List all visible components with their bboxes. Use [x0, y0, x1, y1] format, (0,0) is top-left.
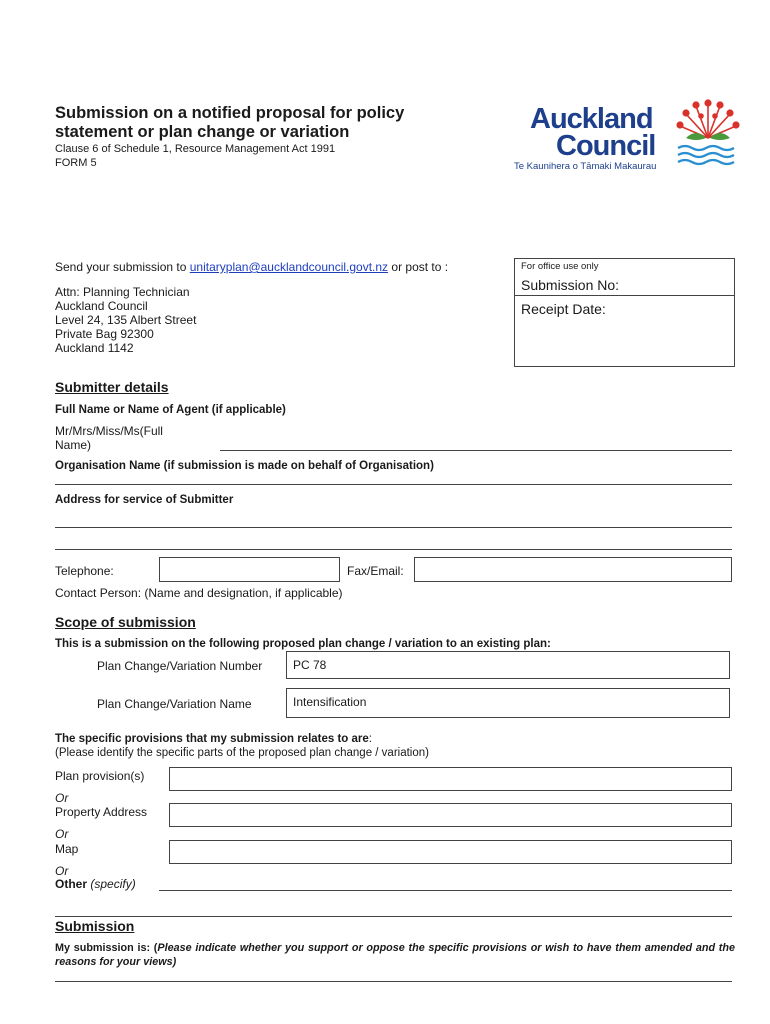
- section-divider: [55, 916, 732, 917]
- address-line-2: Level 24, 135 Albert Street: [55, 313, 197, 327]
- other-label-text: Other: [55, 877, 88, 891]
- title-name-label: [55, 424, 163, 452]
- plan-change-number-input[interactable]: PC 78: [286, 651, 730, 679]
- address-input-line-2[interactable]: [55, 549, 732, 550]
- address-attn: Attn: Planning Technician: [55, 285, 190, 299]
- send-prefix: Send your submission to: [55, 260, 190, 274]
- scope-intro: This is a submission on the following proposed plan change / variation to an existing plan:: [55, 638, 551, 650]
- title-line-1: Submission on a notified proposal for policy: [55, 104, 405, 122]
- address-service-label: Address for service of Submitter: [55, 494, 234, 506]
- plan-change-number-label: Plan Change/Variation Number: [97, 659, 263, 673]
- submitter-details-heading: Submitter details: [55, 379, 169, 395]
- send-suffix: or post to :: [388, 260, 449, 274]
- submission-heading: Submission: [55, 918, 135, 934]
- plan-provisions-input[interactable]: [169, 767, 732, 791]
- other-specify-text: (specify): [90, 877, 136, 891]
- submission-instruction: [55, 941, 735, 969]
- contact-person-label: Contact Person: (Name and designation, if applicable): [55, 586, 343, 600]
- logo-name-line-1: Auckland: [530, 103, 653, 135]
- address-line-4: Auckland 1142: [55, 341, 134, 355]
- send-instruction: [55, 260, 448, 274]
- title-line-2: statement or plan change or variation: [55, 123, 350, 141]
- provisions-intro-text: The specific provisions that my submission relates to are: [55, 733, 369, 745]
- telephone-input[interactable]: [159, 557, 340, 582]
- plan-change-name-input[interactable]: Intensification: [286, 688, 730, 718]
- plan-change-name-label: Plan Change/Variation Name: [97, 697, 252, 711]
- full-name-label: Full Name or Name of Agent (if applicable): [55, 404, 286, 416]
- telephone-label: Telephone:: [55, 564, 114, 578]
- other-label: [55, 877, 136, 891]
- submission-no-label: Submission No:: [521, 277, 620, 293]
- receipt-date-label: Receipt Date:: [521, 301, 606, 317]
- provisions-intro-colon: :: [368, 733, 372, 745]
- form-number: FORM 5: [55, 157, 97, 169]
- title-name-label-line-2: Name): [55, 438, 92, 452]
- address-line-3: Private Bag 92300: [55, 327, 154, 341]
- or-label-3: Or: [55, 864, 69, 878]
- instruction-text: Please indicate whether you support or oppose the specific provisions or wish to have them amended and the reasons for your views): [55, 942, 736, 968]
- map-input[interactable]: [169, 840, 732, 864]
- address-input-line-1[interactable]: [55, 527, 732, 528]
- postal-address: [55, 285, 196, 355]
- instruction-open-paren: (: [153, 942, 158, 954]
- office-use-label: For office use only: [521, 261, 599, 272]
- plan-provisions-label: Plan provision(s): [55, 769, 145, 783]
- property-address-input[interactable]: [169, 803, 732, 827]
- address-line-1: Auckland Council: [55, 299, 148, 313]
- title-name-label-line-1: Mr/Mrs/Miss/Ms(Full: [55, 424, 163, 438]
- or-label-1: Or: [55, 791, 69, 805]
- provisions-intro: [55, 732, 372, 746]
- office-use-box: [514, 258, 735, 367]
- submission-input-line[interactable]: [55, 981, 732, 982]
- clause-text: Clause 6 of Schedule 1, Resource Management Act 1991: [55, 143, 336, 155]
- other-input-line[interactable]: [159, 890, 732, 891]
- organisation-label: Organisation Name (if submission is made on behalf of Organisation): [55, 460, 434, 472]
- full-name-input-line[interactable]: [220, 450, 732, 451]
- pohutukawa-flower-icon: [674, 98, 742, 172]
- logo-name-line-2: Council: [556, 130, 656, 162]
- office-divider: [515, 295, 734, 296]
- fax-email-label: Fax/Email:: [347, 564, 404, 578]
- my-submission-label: My submission is:: [55, 942, 154, 954]
- property-address-label: Property Address: [55, 805, 148, 819]
- fax-email-input[interactable]: [414, 557, 732, 582]
- or-label-2: Or: [55, 827, 69, 841]
- provisions-note: (Please identify the specific parts of the proposed plan change / variation): [55, 747, 429, 759]
- scope-heading: Scope of submission: [55, 614, 196, 630]
- map-label: Map: [55, 842, 79, 856]
- email-link[interactable]: unitaryplan@aucklandcouncil.govt.nz: [189, 260, 389, 274]
- organisation-input-line[interactable]: [55, 484, 732, 485]
- auckland-council-logo: [514, 98, 743, 176]
- logo-tagline: Te Kaunihera o Tāmaki Makaurau: [514, 161, 657, 172]
- form-title: [55, 104, 495, 142]
